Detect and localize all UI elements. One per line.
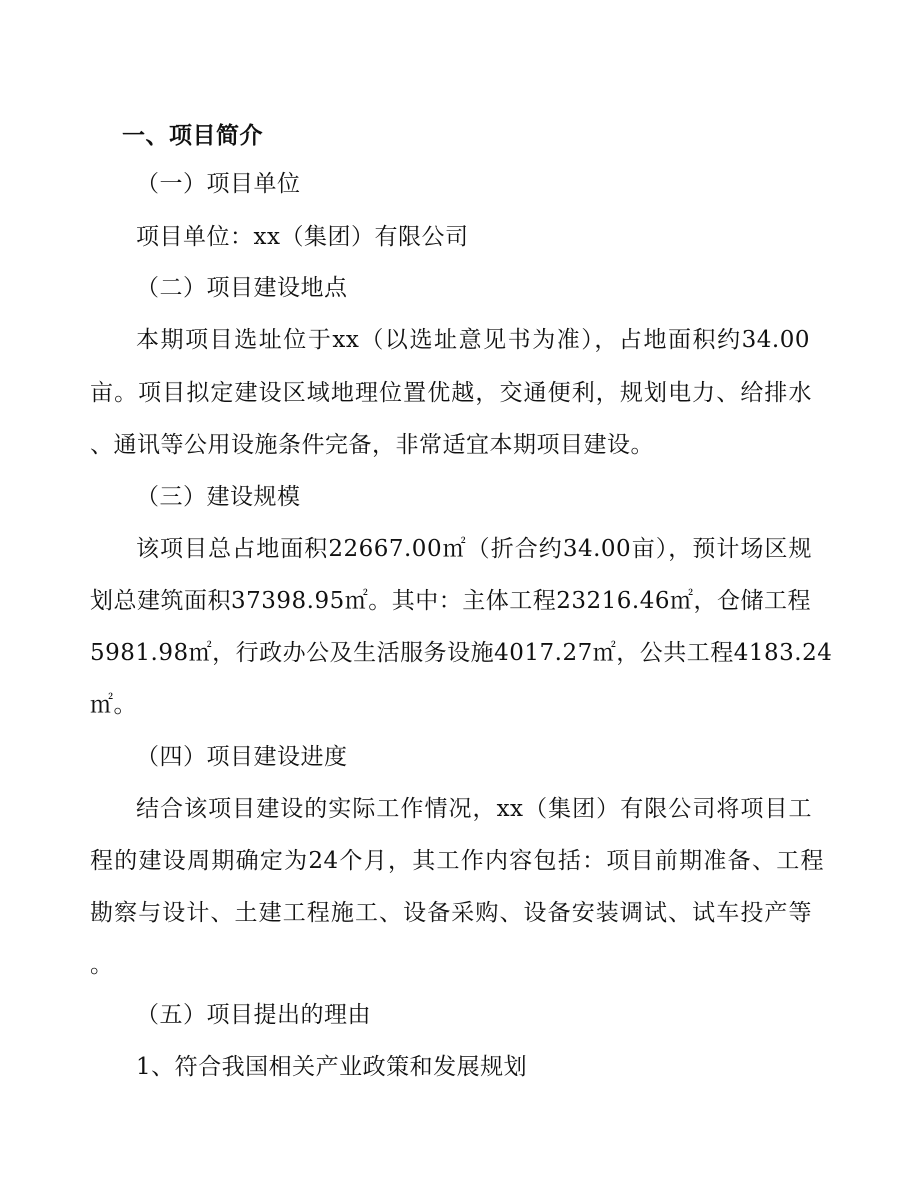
paragraph-line: 结合该项目建设的实际工作情况，xx（集团）有限公司将项目工 (136, 796, 812, 822)
paragraph-line: 程的建设周期确定为24个月，其工作内容包括：项目前期准备、工程 (90, 848, 824, 874)
paragraph-line: 亩。项目拟定建设区域地理位置优越，交通便利，规划电力、给排水 (90, 380, 812, 406)
paragraph-line: 项目单位：xx（集团）有限公司 (136, 224, 469, 250)
paragraph-line: 本期项目选址位于xx（以选址意见书为准），占地面积约34.00 (136, 327, 810, 353)
subsection-heading-reasons: （五）项目提出的理由 (136, 1002, 371, 1028)
paragraph-line: 、通讯等公用设施条件完备，非常适宜本期项目建设。 (90, 432, 654, 458)
subsection-heading-location: （二）项目建设地点 (136, 275, 348, 301)
paragraph-line: 该项目总占地面积22667.00㎡（折合约34.00亩），预计场区规 (136, 536, 812, 562)
subsection-heading-project-unit: （一）项目单位 (136, 171, 301, 197)
paragraph-line: ㎡。 (90, 692, 137, 718)
paragraph-line: 划总建筑面积37398.95㎡。其中：主体工程23216.46㎡，仓储工程 (90, 588, 811, 614)
paragraph-line: 1、符合我国相关产业政策和发展规划 (136, 1054, 528, 1080)
subsection-heading-scale: （三）建设规模 (136, 484, 301, 510)
subsection-heading-schedule: （四）项目建设进度 (136, 744, 348, 770)
paragraph-line: 5981.98㎡，行政办公及生活服务设施4017.27㎡，公共工程4183.24 (90, 640, 833, 666)
paragraph-line: 勘察与设计、土建工程施工、设备采购、设备安装调试、试车投产等 (90, 900, 812, 926)
section-title: 一、项目简介 (122, 123, 263, 149)
paragraph-line: 。 (90, 952, 114, 978)
